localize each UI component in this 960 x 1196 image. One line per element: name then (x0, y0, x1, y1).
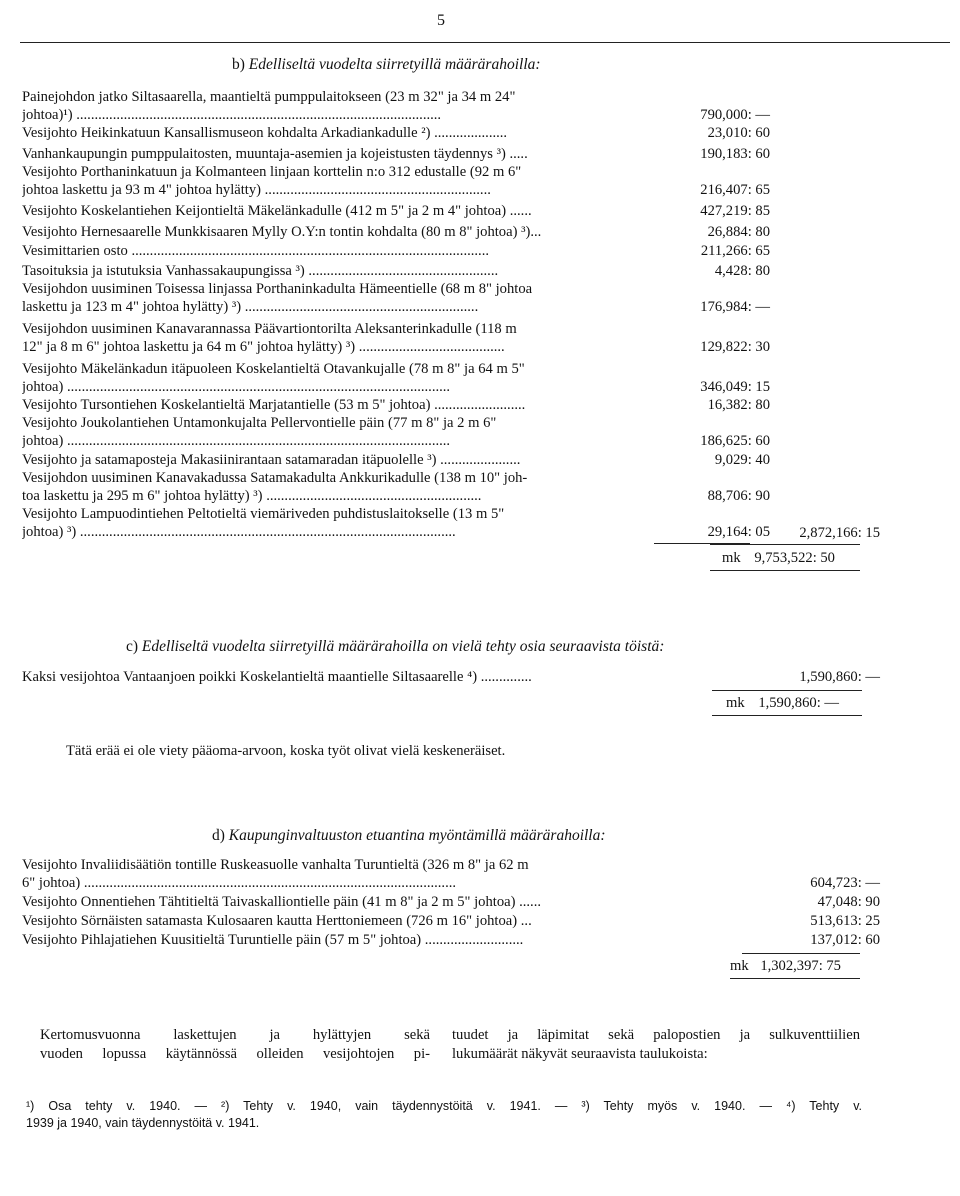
item-description: Kaksi vesijohtoa Vantaanjoen poikki Koskelantieltä maantielle Siltasaarelle ⁴) .............. (22, 669, 532, 685)
closing-left-line: Kertomusvuonna laskettujen ja hylättyjen sekä (40, 1027, 430, 1043)
total-amount: 1,590,860: — (758, 695, 839, 711)
item-amount: 216,407: 65 (700, 182, 770, 198)
item-amount: 137,012: 60 (810, 932, 880, 948)
section-c-heading (126, 638, 664, 656)
item-description-cont: johtoa) ......................................................................................................... (22, 433, 451, 449)
footnote-line: ¹) Osa tehty v. 1940. — ²) Tehty v. 1940, vain täydennystöitä v. 1941. — ³) Tehty myös v. 1940. — ⁴) Tehty v. (26, 1099, 862, 1113)
total-amount: 1,302,397: 75 (760, 958, 841, 974)
footnote-line: 1939 ja 1940, vain täydennystöitä v. 1941. (26, 1116, 260, 1130)
total-currency: mk (722, 550, 741, 566)
item-amount: 23,010: 60 (707, 125, 770, 141)
item-description: Vesijohto Hernesaarelle Munkkisaaren Mylly O.Y:n tontin kohdalta (80 m 8" johtoa) ³)... (22, 224, 542, 240)
section-c-note: Tätä erää ei ole viety pääoma-arvoon, koska työt olivat vielä keskeneräiset. (66, 743, 506, 759)
item-description: Vesijohto Lampuodintiehen Peltotieltä viemäriveden puhdistuslaitokselle (13 m 5" (22, 506, 505, 522)
item-amount: 47,048: 90 (817, 894, 880, 910)
item-description: Vanhankaupungin pumppulaitosten, muuntaja-asemien ja kojeistusten täydennys ³) ..... (22, 146, 528, 162)
section-c-total (726, 695, 839, 712)
item-description: Vesijohto Onnentiehen Tähtitieltä Taivaskalliontielle päin (41 m 8" ja 2 m 5" johtoa) ...... (22, 894, 542, 910)
item-description: Vesijohdon uusiminen Kanavakadussa Satamakadulta Ankkurikadulle (138 m 10" joh- (22, 470, 528, 486)
closing-right-line: lukumäärät näkyvät seuraavista taulukoista: (452, 1046, 708, 1062)
total-rule-top (710, 544, 860, 545)
item-amount: 513,613: 25 (810, 913, 880, 929)
item-amount: 790,000: — (700, 107, 770, 123)
closing-left-column (40, 1026, 430, 1064)
section-d-heading (212, 827, 606, 845)
item-description: Vesimittarien osto .................................................................................................. (22, 243, 489, 259)
footnotes (26, 1098, 862, 1132)
item-description-cont: laskettu ja 123 m 4" johtoa hylätty) ³) ................................................................ (22, 299, 479, 315)
item-description: Tasoituksia ja istutuksia Vanhassakaupungissa ³) .................................................... (22, 263, 499, 279)
item-description: Vesijohto Heikinkatuun Kansallismuseon kohdalta Arkadiankadulle ²) .................... (22, 125, 508, 141)
section-d-title: Kaupunginvaltuuston etuantina myöntämillä määrärahoilla: (228, 827, 606, 844)
item-amount: 4,428: 80 (714, 263, 770, 279)
total-amount: 9,753,522: 50 (754, 550, 835, 566)
item-amount: 26,884: 80 (707, 224, 770, 240)
item-description: Vesijohto Mäkelänkadun itäpuoleen Koskelantieltä Otavankujalle (78 m 8" ja 64 m 5" (22, 361, 525, 377)
item-description: Vesijohto Sörnäisten satamasta Kulosaaren kautta Herttoniemeen (726 m 16" johtoa) ... (22, 913, 532, 929)
item-amount: 604,723: — (810, 875, 880, 891)
page-header-rule (20, 42, 950, 43)
total-rule-bottom (730, 978, 860, 979)
item-description-cont: johtoa laskettu ja 93 m 4" johtoa hylätty) .............................................................. (22, 182, 491, 198)
item-description-cont: 12" ja 8 m 6" johtoa laskettu ja 64 m 6" johtoa hylätty) ³) ........................................ (22, 339, 505, 355)
item-description: Vesijohto ja satamaposteja Makasiinirantaan satamaradan itäpuolelle ³) ...................... (22, 452, 521, 468)
item-amount: 9,029: 40 (714, 452, 770, 468)
closing-right-column (452, 1026, 860, 1064)
total-currency: mk (730, 958, 749, 974)
section-d-letter: d) (212, 827, 225, 844)
item-amount: 176,984: — (700, 299, 770, 315)
item-amount: 427,219: 85 (700, 203, 770, 219)
closing-right-line: tuudet ja läpimitat sekä palopostien ja sulkuventtiilien (452, 1027, 860, 1043)
total-rule-top (712, 690, 862, 691)
item-description-cont: johtoa)¹) .................................................................................................... (22, 107, 442, 123)
section-b-total (722, 550, 835, 567)
section-c-title: Edelliseltä vuodelta siirretyillä määrärahoilla on vielä tehty osia seuraavista töistä: (141, 638, 665, 655)
item-description: Vesijohto Koskelantiehen Keijontieltä Mäkelänkadulle (412 m 5" ja 2 m 4" johtoa) ...... (22, 203, 532, 219)
item-amount: 16,382: 80 (707, 397, 770, 413)
section-d-total (730, 958, 841, 975)
item-amount: 88,706: 90 (707, 488, 770, 504)
item-description-cont: 6" johtoa) ...................................................................................................... (22, 875, 457, 891)
item-description: Vesijohdon uusiminen Kanavarannassa Päävartiontorilta Aleksanterinkadulle (118 m (22, 321, 517, 337)
item-description: Vesijohdon uusiminen Toisessa linjassa Porthaninkadulta Hämeentielle (68 m 8" johtoa (22, 281, 533, 297)
item-description: Vesijohto Joukolantiehen Untamonkujalta Pellervontielle päin (77 m 8" ja 2 m 6" (22, 415, 497, 431)
item-description: Painejohdon jatko Siltasaarella, maantieltä pumppulaitokseen (23 m 32" ja 34 m 24" (22, 89, 516, 105)
item-amount: 129,822: 30 (700, 339, 770, 355)
item-description-cont: johtoa) ³) ....................................................................................................... (22, 524, 456, 540)
item-description: Vesijohto Pihlajatiehen Kuusitieltä Turuntielle päin (57 m 5" johtoa) ........................... (22, 932, 524, 948)
item-amount: 29,164: 05 (707, 524, 770, 540)
total-rule-bottom (712, 715, 862, 716)
item-description: Vesijohto Invaliidisäätiön tontille Ruskeasuolle vanhalta Turuntieltä (326 m 8" ja 62 m (22, 857, 529, 873)
section-c-letter: c) (126, 638, 139, 655)
total-currency: mk (726, 695, 745, 711)
item-amount: 186,625: 60 (700, 433, 770, 449)
section-b-title: Edelliseltä vuodelta siirretyillä määrärahoilla: (248, 56, 541, 73)
item-description: Vesijohto Tursontiehen Koskelantieltä Marjatantielle (53 m 5" johtoa) ......................... (22, 397, 526, 413)
item-amount: 346,049: 15 (700, 379, 770, 395)
item-amount: 1,590,860: — (799, 669, 880, 685)
total-rule-top (742, 953, 860, 954)
item-description-cont: johtoa) ......................................................................................................... (22, 379, 451, 395)
item-amount: 190,183: 60 (700, 146, 770, 162)
item-description: Vesijohto Porthaninkatuun ja Kolmanteen linjaan korttelin n:o 312 edustalle (92 m 6" (22, 164, 522, 180)
section-b-heading (232, 56, 541, 74)
total-rule-bottom (710, 570, 860, 571)
item-amount: 211,266: 65 (700, 243, 770, 259)
section-b-subtotal: 2,872,166: 15 (799, 525, 880, 541)
page-number: 5 (437, 12, 445, 29)
closing-left-line: vuoden lopussa käytännössä olleiden vesijohtojen pi- (40, 1046, 430, 1062)
section-b-letter: b) (232, 56, 245, 73)
item-description-cont: toa laskettu ja 295 m 6" johtoa hylätty) ³) ........................................................... (22, 488, 482, 504)
